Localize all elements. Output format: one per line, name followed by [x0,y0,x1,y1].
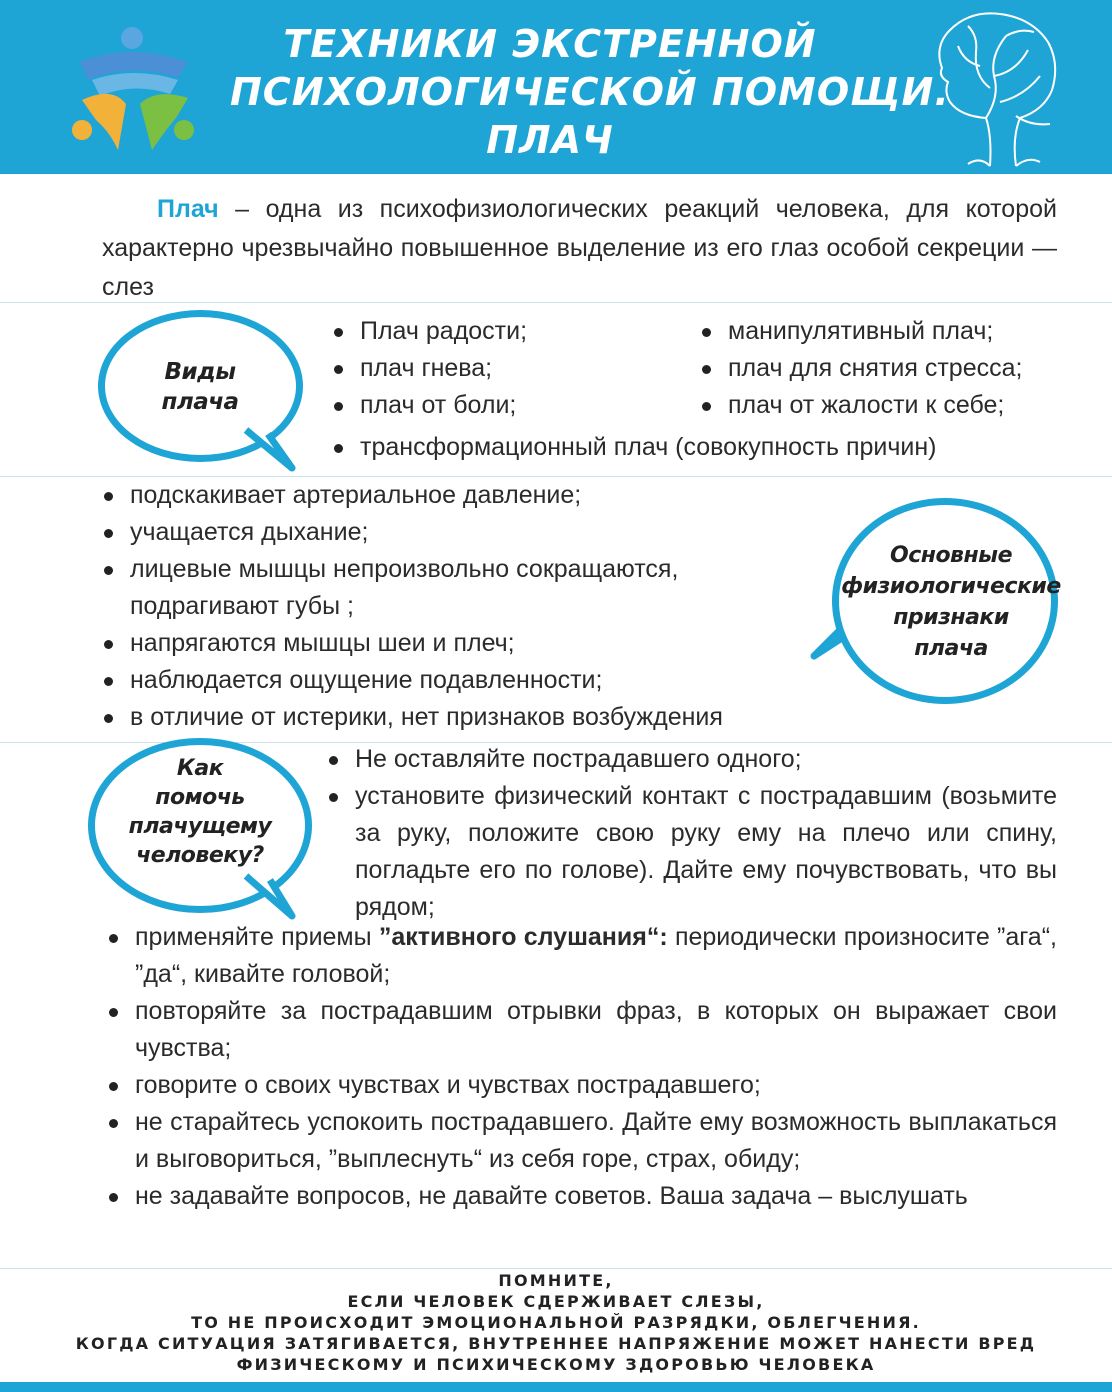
list-item: манипулятивный плач; [698,313,1098,350]
list-item: в отличие от истерики, нет признаков возбуждения [100,699,890,736]
list-item-active-listening [105,919,1057,993]
signs-list [100,477,840,736]
intro-term: Плач [157,195,219,223]
section-divider [0,1268,1112,1269]
types-bubble-label [120,357,280,417]
list-item: установите физический контакт с пострадавшим (возьмите за руку, положите свою руку ему на плечо или спину, погладьте его по голове). Дайте ему почувствовать, что вы рядом; [325,778,1057,926]
tree-head-icon [920,6,1070,171]
section-divider [0,302,1112,303]
remember-line-1: ПОМНИТЕ, [498,1271,614,1290]
list-item: трансформационный плач (совокупность причин) [330,429,1090,466]
title-line-3: ПЛАЧ [486,118,614,162]
remember-note [0,1270,1112,1375]
active-listening-term: ”активного слушания“: [378,923,668,951]
intro-paragraph [102,190,1057,307]
list-item: лицевые мышцы непроизвольно сокращаются, подрагивают губы ; [100,551,810,625]
help-top-list [325,741,1057,926]
title-line-2: ПСИХОЛОГИЧЕСКОЙ ПОМОЩИ. [230,70,950,114]
signs-bubble-line-3: признаки [893,605,1009,630]
list-item: плач от боли; [330,387,710,424]
list-item: повторяйте за пострадавшим отрывки фраз, в которых он выражает свои чувства; [105,993,1057,1067]
types-full-list [330,429,1090,466]
list-item: подскакивает артериальное давление; [100,477,840,514]
header-banner [0,0,1112,174]
help-bubble-line-3: плачущему [128,814,272,839]
types-bubble-tail [240,424,300,474]
title-line-1: ТЕХНИКИ ЭКСТРЕННОЙ [283,22,817,66]
signs-bubble-line-1: Основные [890,543,1012,568]
list-item: не задавайте вопросов, не давайте советов. Ваша задача – выслушать [105,1178,1057,1215]
list-item: Плач радости; [330,313,710,350]
list-item: плач для снятия стресса; [698,350,1098,387]
list-item: учащается дыхание; [100,514,840,551]
intro-text: – одна из психофизиологических реакций человека, для которой характерно чрезвычайно повышенное выделение из его глаз особой секреции — слез [102,195,1057,301]
people-logo-icon [60,22,210,157]
list-item: говорите о своих чувствах и чувствах пострадавшего; [105,1067,1057,1104]
help-bubble-line-4: человеку? [136,843,264,868]
active-listening-pre: применяйте приемы [135,923,379,951]
help-bubble-line-1: Как [176,756,224,781]
help-list [105,919,1057,1215]
signs-bubble-line-2: физиологические [841,574,1061,599]
help-bubble-line-2: помочь [155,785,245,810]
list-item: не старайтесь успокоить пострадавшего. Дайте ему возможность выплакаться и выговориться, ”выплеснуть“ из себя горе, страх, обиду; [105,1104,1057,1178]
remember-line-2: ЕСЛИ ЧЕЛОВЕК СДЕРЖИВАЕТ СЛЕЗЫ, [347,1292,765,1311]
list-item: наблюдается ощущение подавленности; [100,662,840,699]
help-bubble-tail [240,872,300,922]
active-listening-post: периодически произносите ”ага“, ”да“, кивайте головой; [135,923,1057,988]
remember-line-5: ФИЗИЧЕСКОМУ И ПСИХИЧЕСКОМУ ЗДОРОВЬЮ ЧЕЛОВЕКА [236,1355,876,1374]
list-item: Не оставляйте пострадавшего одного; [325,741,1057,778]
signs-bubble-line-4: плача [914,636,988,661]
remember-line-4: КОГДА СИТУАЦИЯ ЗАТЯГИВАЕТСЯ, ВНУТРЕННЕЕ НАПРЯЖЕНИЕ МОЖЕТ НАНЕСТИ ВРЕД [75,1334,1037,1353]
list-item: плач от жалости к себе; [698,387,1098,424]
signs-bubble-label [838,540,1064,664]
help-bubble-label [110,754,290,870]
page-title [230,20,950,164]
remember-line-3: ТО НЕ ПРОИСХОДИТ ЭМОЦИОНАЛЬНОЙ РАЗРЯДКИ, ОБЛЕГЧЕНИЯ. [191,1313,921,1332]
list-item: напрягаются мышцы шеи и плеч; [100,625,840,662]
types-bubble-line-1: Виды [164,359,236,385]
types-right-list [698,313,1098,424]
types-left-list [330,313,710,424]
list-item: плач гнева; [330,350,710,387]
bottom-accent-bar [0,1382,1112,1392]
types-bubble-line-2: плача [161,389,239,415]
